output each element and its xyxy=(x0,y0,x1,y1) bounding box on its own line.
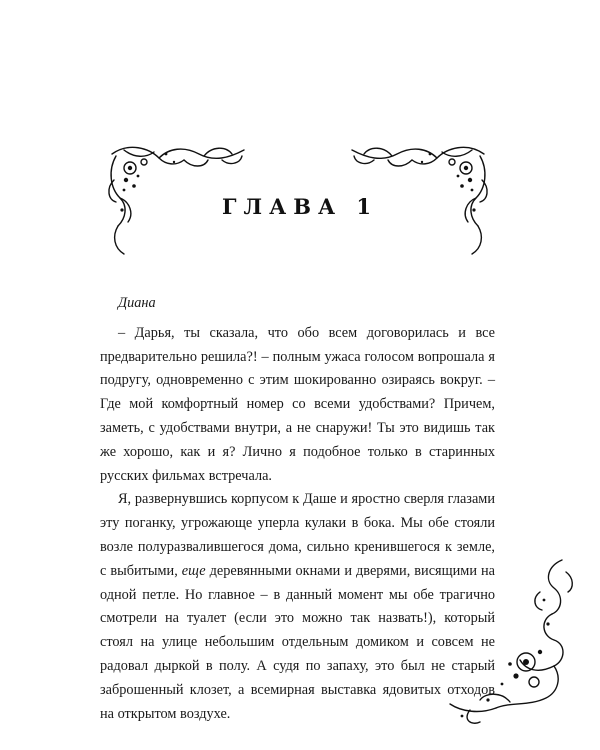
chapter-body xyxy=(100,292,495,726)
paragraph-1: – Дарья, ты сказала, что обо всем договорилась и все предварительно решила?! – полным ужаса голосом вопрошала я подругу, одновременно с этим шокированно озираясь вокруг. – Где мой комфортный номер со всеми удобствами? Причем, заметь, с удобствами внутри, а не снаружи! Ты это видишь так же хорошо, как и я? Лично я подобное только в старинных русских фильмах встречала. xyxy=(100,324,495,484)
paragraph-2 xyxy=(100,488,495,726)
chapter-title: ГЛАВА 1 xyxy=(222,194,378,219)
flourish-ornament-corner-icon xyxy=(440,552,580,727)
paragraph-2-end: деревянными окнами и дверями, висящими на одной петле. Но главное – в данный момент мы обе трагично смотрели на туалет (если это можно так назвать!), который стоял на улице небольшим отдельным домиком и совсем не радовал дыркой в полу. А судя по запаху, это был не старый заброшенный клозет, а всемирная выставка ядовитых отходов на открытом воздухе. xyxy=(100,562,495,722)
narrator-name: Диана xyxy=(118,295,156,311)
paragraph-2-start: Я, развернувшись корпусом к Даше и яростно сверля глазами эту поганку, угрожающе уперла кулаки в бока. Мы обе стояли возле полуразвалившегося дома, сильно кренившегося к земле, с выбитыми, xyxy=(100,491,495,579)
emphasized-word: еще xyxy=(181,562,206,579)
